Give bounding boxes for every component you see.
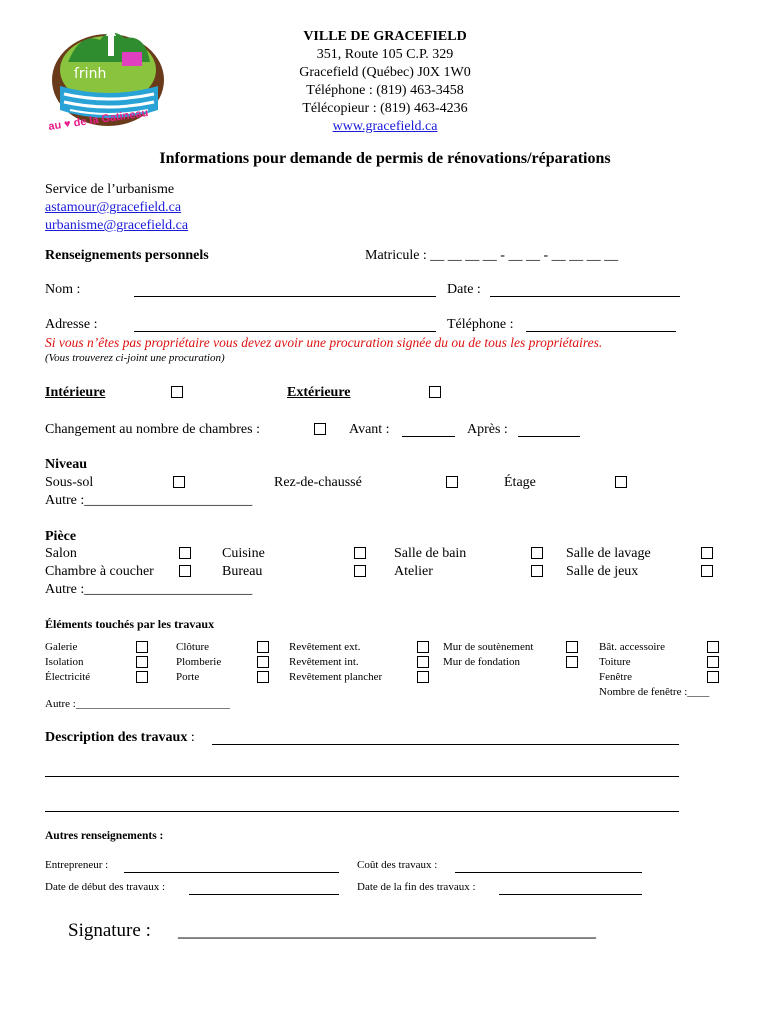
telephone-label: Téléphone : xyxy=(447,317,514,332)
toiture-checkbox[interactable] xyxy=(707,656,719,668)
signature-field[interactable]: ____________________________________________ xyxy=(178,920,596,941)
elements-heading: Éléments touchés par les travaux xyxy=(45,617,215,631)
rez-label: Rez-de-chaussé xyxy=(274,475,362,490)
sous-sol-checkbox[interactable] xyxy=(173,476,185,488)
galerie-checkbox[interactable] xyxy=(136,641,148,653)
piece-salle-lavage: Salle de lavage xyxy=(566,546,651,561)
piece-atelier: Atelier xyxy=(394,564,433,579)
description-line-3[interactable] xyxy=(45,811,679,812)
niveau-autre[interactable]: Autre :________________________ xyxy=(45,493,253,508)
adresse-field[interactable] xyxy=(134,331,436,332)
piece-cuisine: Cuisine xyxy=(222,546,265,561)
description-line-2[interactable] xyxy=(45,776,679,777)
porte-checkbox[interactable] xyxy=(257,671,269,683)
cout-field[interactable] xyxy=(455,872,642,873)
element-electricite: Électricité xyxy=(45,671,91,683)
exterieure-label: Extérieure xyxy=(287,385,351,400)
adresse-label: Adresse : xyxy=(45,317,98,332)
email-link-1[interactable]: astamour@gracefield.ca xyxy=(45,200,182,215)
rez-checkbox[interactable] xyxy=(446,476,458,488)
chambre-checkbox[interactable] xyxy=(179,565,191,577)
personal-heading: Renseignements personnels xyxy=(45,248,209,263)
svg-text:ſrinh: ſrinh xyxy=(74,66,107,82)
fin-label: Date de la fin des travaux : xyxy=(357,881,476,893)
etage-checkbox[interactable] xyxy=(615,476,627,488)
cloture-checkbox[interactable] xyxy=(257,641,269,653)
logo xyxy=(40,22,170,137)
service-name: Service de l’urbanisme xyxy=(45,182,175,197)
avant-field[interactable] xyxy=(402,436,455,437)
mur-fondation-checkbox[interactable] xyxy=(566,656,578,668)
bat-accessoire-checkbox[interactable] xyxy=(707,641,719,653)
logo-text: au ♥ de la Gatineau xyxy=(47,107,150,133)
element-revetement-plancher: Revêtement plancher xyxy=(289,671,383,683)
nom-label: Nom : xyxy=(45,282,81,297)
element-revetement-ext: Revêtement ext. xyxy=(289,641,361,653)
piece-heading: Pièce xyxy=(45,529,77,544)
apres-label: Après : xyxy=(467,422,508,437)
element-mur-fondation: Mur de fondation xyxy=(443,656,520,668)
org-city: Gracefield (Québec) J0X 1W0 xyxy=(299,65,471,80)
piece-autre[interactable]: Autre :________________________ xyxy=(45,582,253,597)
element-bat-accessoire: Bât. accessoire xyxy=(599,641,665,653)
signature-label: Signature : xyxy=(68,920,151,941)
chambres-checkbox[interactable] xyxy=(314,423,326,435)
cuisine-checkbox[interactable] xyxy=(354,547,366,559)
apres-field[interactable] xyxy=(518,436,580,437)
salle-lavage-checkbox[interactable] xyxy=(701,547,713,559)
elements-autre[interactable]: Autre :____________________________ xyxy=(45,698,230,710)
nombre-fenetre-field[interactable]: Nombre de fenêtre :____ xyxy=(599,686,710,698)
date-label: Date : xyxy=(447,282,481,297)
page-title: Informations pour demande de permis de rénovations/réparations xyxy=(159,150,611,167)
revetement-ext-checkbox[interactable] xyxy=(417,641,429,653)
piece-bureau: Bureau xyxy=(222,564,263,579)
procuration-note: (Vous trouverez ci-joint une procuration) xyxy=(45,352,225,364)
mur-soutenement-checkbox[interactable] xyxy=(566,641,578,653)
nom-field[interactable] xyxy=(134,296,436,297)
revetement-int-checkbox[interactable] xyxy=(417,656,429,668)
org-fax: Télécopieur : (819) 463-4236 xyxy=(302,101,468,116)
element-cloture: Clôture xyxy=(176,641,209,653)
matricule-field[interactable]: Matricule : __ __ __ __ - __ __ - __ __ __ __ xyxy=(365,248,619,263)
plomberie-checkbox[interactable] xyxy=(257,656,269,668)
autres-heading: Autres renseignements : xyxy=(45,830,164,842)
atelier-checkbox[interactable] xyxy=(531,565,543,577)
element-galerie: Galerie xyxy=(45,641,78,653)
cout-label: Coût des travaux : xyxy=(357,859,438,871)
owner-warning: Si vous n’êtes pas propriétaire vous devez avoir une procuration signée du ou de tous les propriétaires. xyxy=(45,335,603,350)
chambres-label: Changement au nombre de chambres : xyxy=(45,422,260,437)
piece-salon: Salon xyxy=(45,546,77,561)
element-isolation: Isolation xyxy=(45,656,84,668)
entrepreneur-label: Entrepreneur : xyxy=(45,859,109,871)
electricite-checkbox[interactable] xyxy=(136,671,148,683)
salle-jeux-checkbox[interactable] xyxy=(701,565,713,577)
etage-label: Étage xyxy=(504,475,536,490)
sous-sol-label: Sous-sol xyxy=(45,475,94,490)
piece-salle-bain: Salle de bain xyxy=(394,546,467,561)
date-field[interactable] xyxy=(490,296,680,297)
telephone-field[interactable] xyxy=(526,331,676,332)
element-fenetre: Fenêtre xyxy=(599,671,632,683)
fenetre-checkbox[interactable] xyxy=(707,671,719,683)
piece-salle-jeux: Salle de jeux xyxy=(566,564,639,579)
org-address: 351, Route 105 C.P. 329 xyxy=(316,47,454,62)
org-phone: Téléphone : (819) 463-3458 xyxy=(306,83,464,98)
debut-label: Date de début des travaux : xyxy=(45,881,166,893)
salle-bain-checkbox[interactable] xyxy=(531,547,543,559)
element-toiture: Toiture xyxy=(599,656,631,668)
interieure-checkbox[interactable] xyxy=(171,386,183,398)
org-name: VILLE DE GRACEFIELD xyxy=(303,29,467,44)
email-link-2[interactable]: urbanisme@gracefield.ca xyxy=(45,218,189,233)
isolation-checkbox[interactable] xyxy=(136,656,148,668)
description-label: Description des travaux xyxy=(45,730,188,745)
fin-field[interactable] xyxy=(499,894,642,895)
piece-chambre: Chambre à coucher xyxy=(45,564,154,579)
description-line-1[interactable] xyxy=(212,744,679,745)
exterieure-checkbox[interactable] xyxy=(429,386,441,398)
niveau-heading: Niveau xyxy=(45,457,87,472)
element-porte: Porte xyxy=(176,671,200,683)
debut-field[interactable] xyxy=(189,894,339,895)
element-plomberie: Plomberie xyxy=(176,656,222,668)
entrepreneur-field[interactable] xyxy=(124,872,339,873)
avant-label: Avant : xyxy=(349,422,390,437)
description-colon: : xyxy=(187,730,195,745)
element-mur-soutenement: Mur de soutènement xyxy=(443,641,534,653)
salon-checkbox[interactable] xyxy=(179,547,191,559)
bureau-checkbox[interactable] xyxy=(354,565,366,577)
interieure-label: Intérieure xyxy=(45,385,106,400)
revetement-plancher-checkbox[interactable] xyxy=(417,671,429,683)
element-revetement-int: Revêtement int. xyxy=(289,656,359,668)
website-link[interactable]: www.gracefield.ca xyxy=(332,119,438,134)
